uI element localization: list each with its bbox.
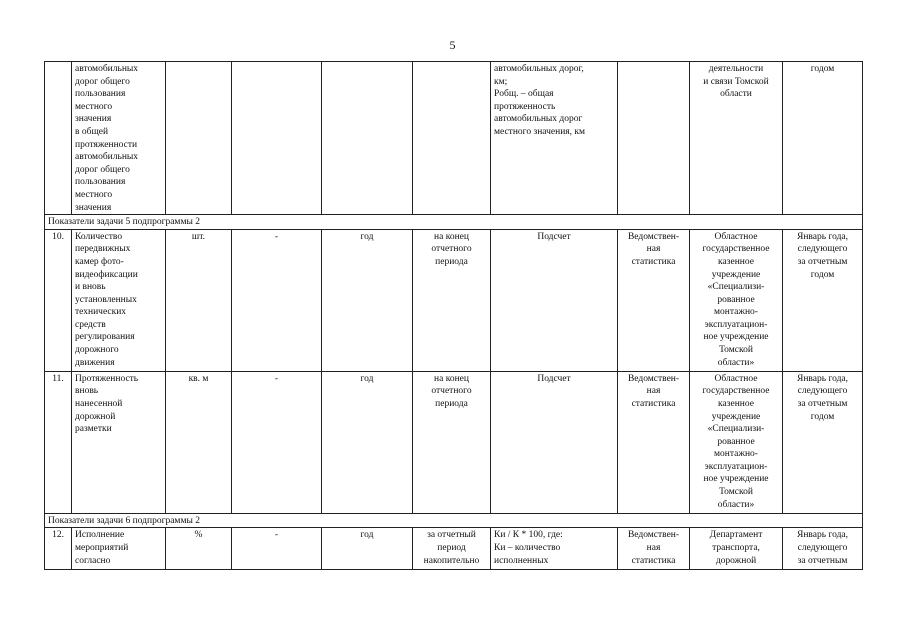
date-cell: на конец отчетного периода xyxy=(413,371,491,513)
indicator-name-cell: Протяженность вновь нанесенной дорожной разметки xyxy=(72,371,166,513)
unit-cell: шт. xyxy=(166,229,232,371)
source-cell: Ведомствен- ная статистика xyxy=(618,229,690,371)
row-number: 11. xyxy=(45,371,72,513)
deadline-cell: Январь года, следующего за отчетным xyxy=(783,528,863,570)
indicator-name-cell: автомобильных дорог общего пользования местного значения в общей протяженности автомобильных дорог общего пользования местного значения xyxy=(72,62,166,215)
table-row-continuation xyxy=(45,62,863,215)
page-number: 5 xyxy=(449,38,456,52)
deadline-cell: Январь года, следующего за отчетным годом xyxy=(783,371,863,513)
deadline-cell: Январь года, следующего за отчетным годом xyxy=(783,229,863,371)
unit-cell: % xyxy=(166,528,232,570)
row-number: 10. xyxy=(45,229,72,371)
indicator-name-cell: Количество передвижных камер фото- видеофиксации и вновь установленных технических средств регулирования дорожного движения xyxy=(72,229,166,371)
source-cell: Ведомствен- ная статистика xyxy=(618,371,690,513)
indicators-table xyxy=(44,61,863,570)
row-number xyxy=(45,62,72,215)
period-cell xyxy=(322,62,413,215)
source-cell: Ведомствен- ная статистика xyxy=(618,528,690,570)
row-number: 12. xyxy=(45,528,72,570)
deadline-cell: годом xyxy=(783,62,863,215)
date-cell: на конец отчетного периода xyxy=(413,229,491,371)
unit-cell xyxy=(166,62,232,215)
period-cell: год xyxy=(322,528,413,570)
dash-cell: - xyxy=(232,528,322,570)
responsible-cell: деятельности и связи Томской области xyxy=(690,62,783,215)
unit-cell: кв. м xyxy=(166,371,232,513)
empty-cell xyxy=(232,62,322,215)
responsible-cell: Областное государственное казенное учреждение «Специализи- рованное монтажно- эксплуатацион- ное учреждение Томской области» xyxy=(690,229,783,371)
date-cell: за отчетный период накопительно xyxy=(413,528,491,570)
table-row-12 xyxy=(45,528,863,570)
date-cell xyxy=(413,62,491,215)
responsible-cell: Областное государственное казенное учреждение «Специализи- рованное монтажно- эксплуатацион- ное учреждение Томской области» xyxy=(690,371,783,513)
method-cell: Подсчет xyxy=(491,229,618,371)
section-title: Показатели задачи 5 подпрограммы 2 xyxy=(45,215,863,230)
section-row-task6 xyxy=(45,513,863,528)
table-row-10 xyxy=(45,229,863,371)
method-cell: автомобильных дорог, км; Pобщ. – общая протяженность автомобильных дорог местного значения, км xyxy=(491,62,618,215)
source-cell xyxy=(618,62,690,215)
section-title: Показатели задачи 6 подпрограммы 2 xyxy=(45,513,863,528)
method-cell: Ки / К * 100, где: Ки – количество исполненных xyxy=(491,528,618,570)
dash-cell: - xyxy=(232,229,322,371)
period-cell: год xyxy=(322,229,413,371)
method-cell: Подсчет xyxy=(491,371,618,513)
dash-cell: - xyxy=(232,371,322,513)
responsible-cell: Департамент транспорта, дорожной xyxy=(690,528,783,570)
period-cell: год xyxy=(322,371,413,513)
section-row-task5 xyxy=(45,215,863,230)
indicator-name-cell: Исполнение мероприятий согласно xyxy=(72,528,166,570)
table-row-11 xyxy=(45,371,863,513)
